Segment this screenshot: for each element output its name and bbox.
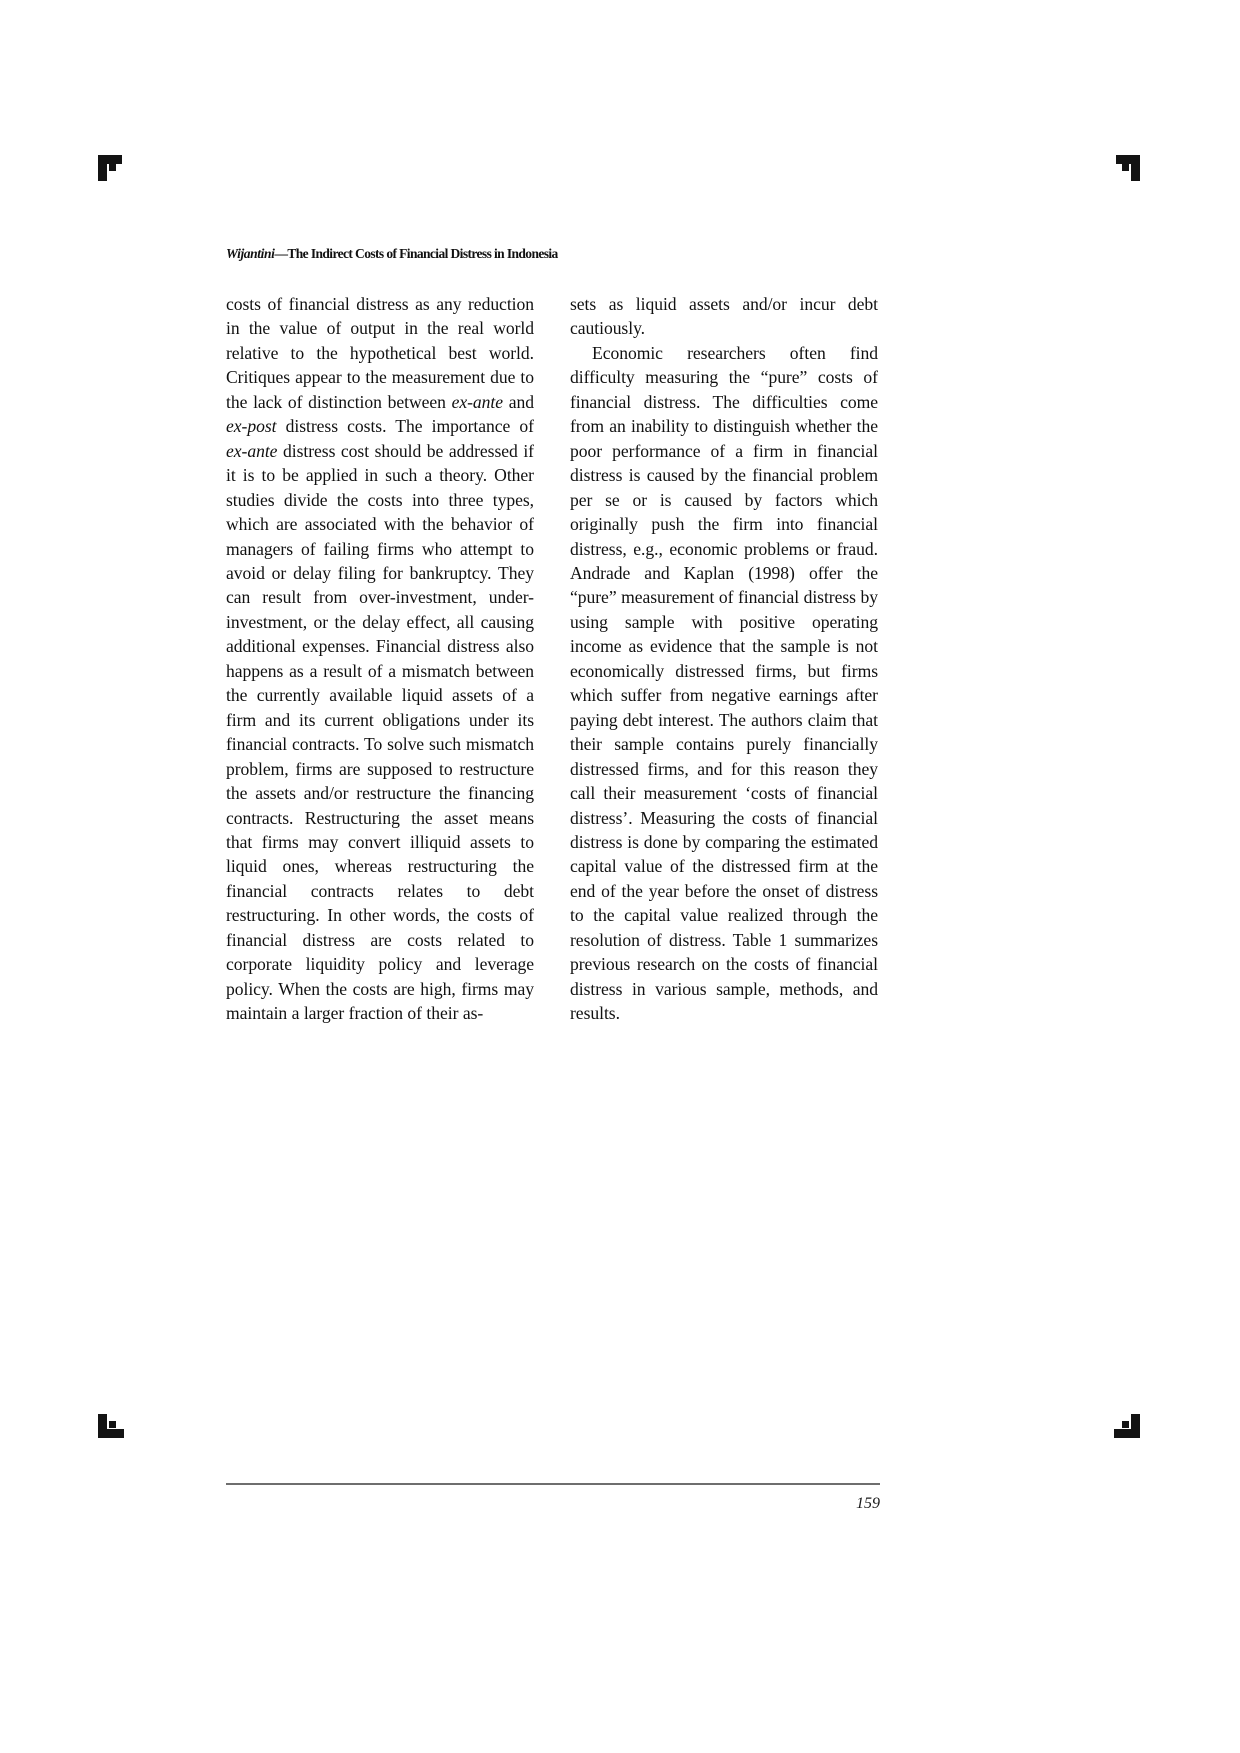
running-header (226, 246, 886, 262)
text-run-4: distress cost should be addressed if it is to be applied in such a theory. Other studies divide the costs into three types, which are associated with the behavior of managers of failing firms who attempt to avoid or delay filing for bankruptcy. They can result from over-investment, under-investment, or the delay effect, all causing additional expenses. Financial distress also happens as a result of a mismatch between the currently available liquid assets of a firm and its current obligations under its financial contracts. To solve such mismatch problem, firms are supposed to restructure the assets and/or restructure the financing contracts. Restructuring the asset means that firms may convert illiquid assets to liquid ones, whereas restructuring the financial contracts relates to debt restructuring. In other words, the costs of financial distress are costs related to corporate liquidity policy and leverage policy. When the costs are high, firms may maintain a larger fraction of their as- (226, 440, 534, 1024)
crop-mark-bottom-left-icon (98, 1404, 132, 1438)
italic-term-ex-post: ex-post (226, 416, 277, 437)
body-columns (226, 292, 878, 1026)
crop-mark-top-right-icon (1106, 155, 1140, 189)
running-header-separator: — (274, 246, 288, 261)
page-number: 159 (856, 1495, 880, 1512)
running-header-title: The Indirect Costs of Financial Distress in Indonesia (287, 246, 558, 261)
footer-rule (226, 1483, 880, 1485)
running-header-author: Wijantini (226, 246, 275, 261)
column-left (226, 292, 534, 1026)
italic-term-ex-ante-2: ex-ante (226, 440, 278, 461)
text-run-1: costs of financial distress as any reduction in the value of output in the real world relative to the hypothetical best world. Critiques appear to the measurement due to the lack of distinction between (226, 294, 534, 412)
crop-mark-bottom-right-icon (1106, 1404, 1140, 1438)
text-run-2: and (503, 391, 535, 412)
text-run-3: distress costs. The importance of (276, 416, 534, 437)
column-right (570, 292, 878, 1026)
paragraph-right-continued: sets as liquid assets and/or incur debt cautiously. (570, 294, 878, 339)
italic-term-ex-ante-1: ex-ante (451, 391, 504, 412)
paragraph-right-economic-researchers: Economic researchers often find difficulty measuring the “pure” costs of financial distress. The difficulties come from an inability to distinguish whether the poor performance of a firm in financial distress is caused by the financial problem per se or is caused by factors which originally push the firm into financial distress, e.g., economic problems or fraud. Andrade and Kaplan (1998) offer the “pure” measurement of financial distress by using sample with positive operating income as evidence that the sample is not economically distressed firms, but firms which suffer from negative earnings after paying debt interest. The authors claim that their sample contains purely financially distressed firms, and for this reason they call their measurement ‘costs of financial distress’. Measuring the costs of financial distress is done by comparing the estimated capital value of the distressed firm at the end of the year before the onset of distress to the capital value realized through the resolution of distress. Table 1 summarizes previous research on the costs of financial distress in various sample, methods, and results. (570, 342, 878, 1024)
crop-mark-top-left-icon (98, 155, 132, 189)
paragraph-left-continued (226, 292, 534, 1026)
